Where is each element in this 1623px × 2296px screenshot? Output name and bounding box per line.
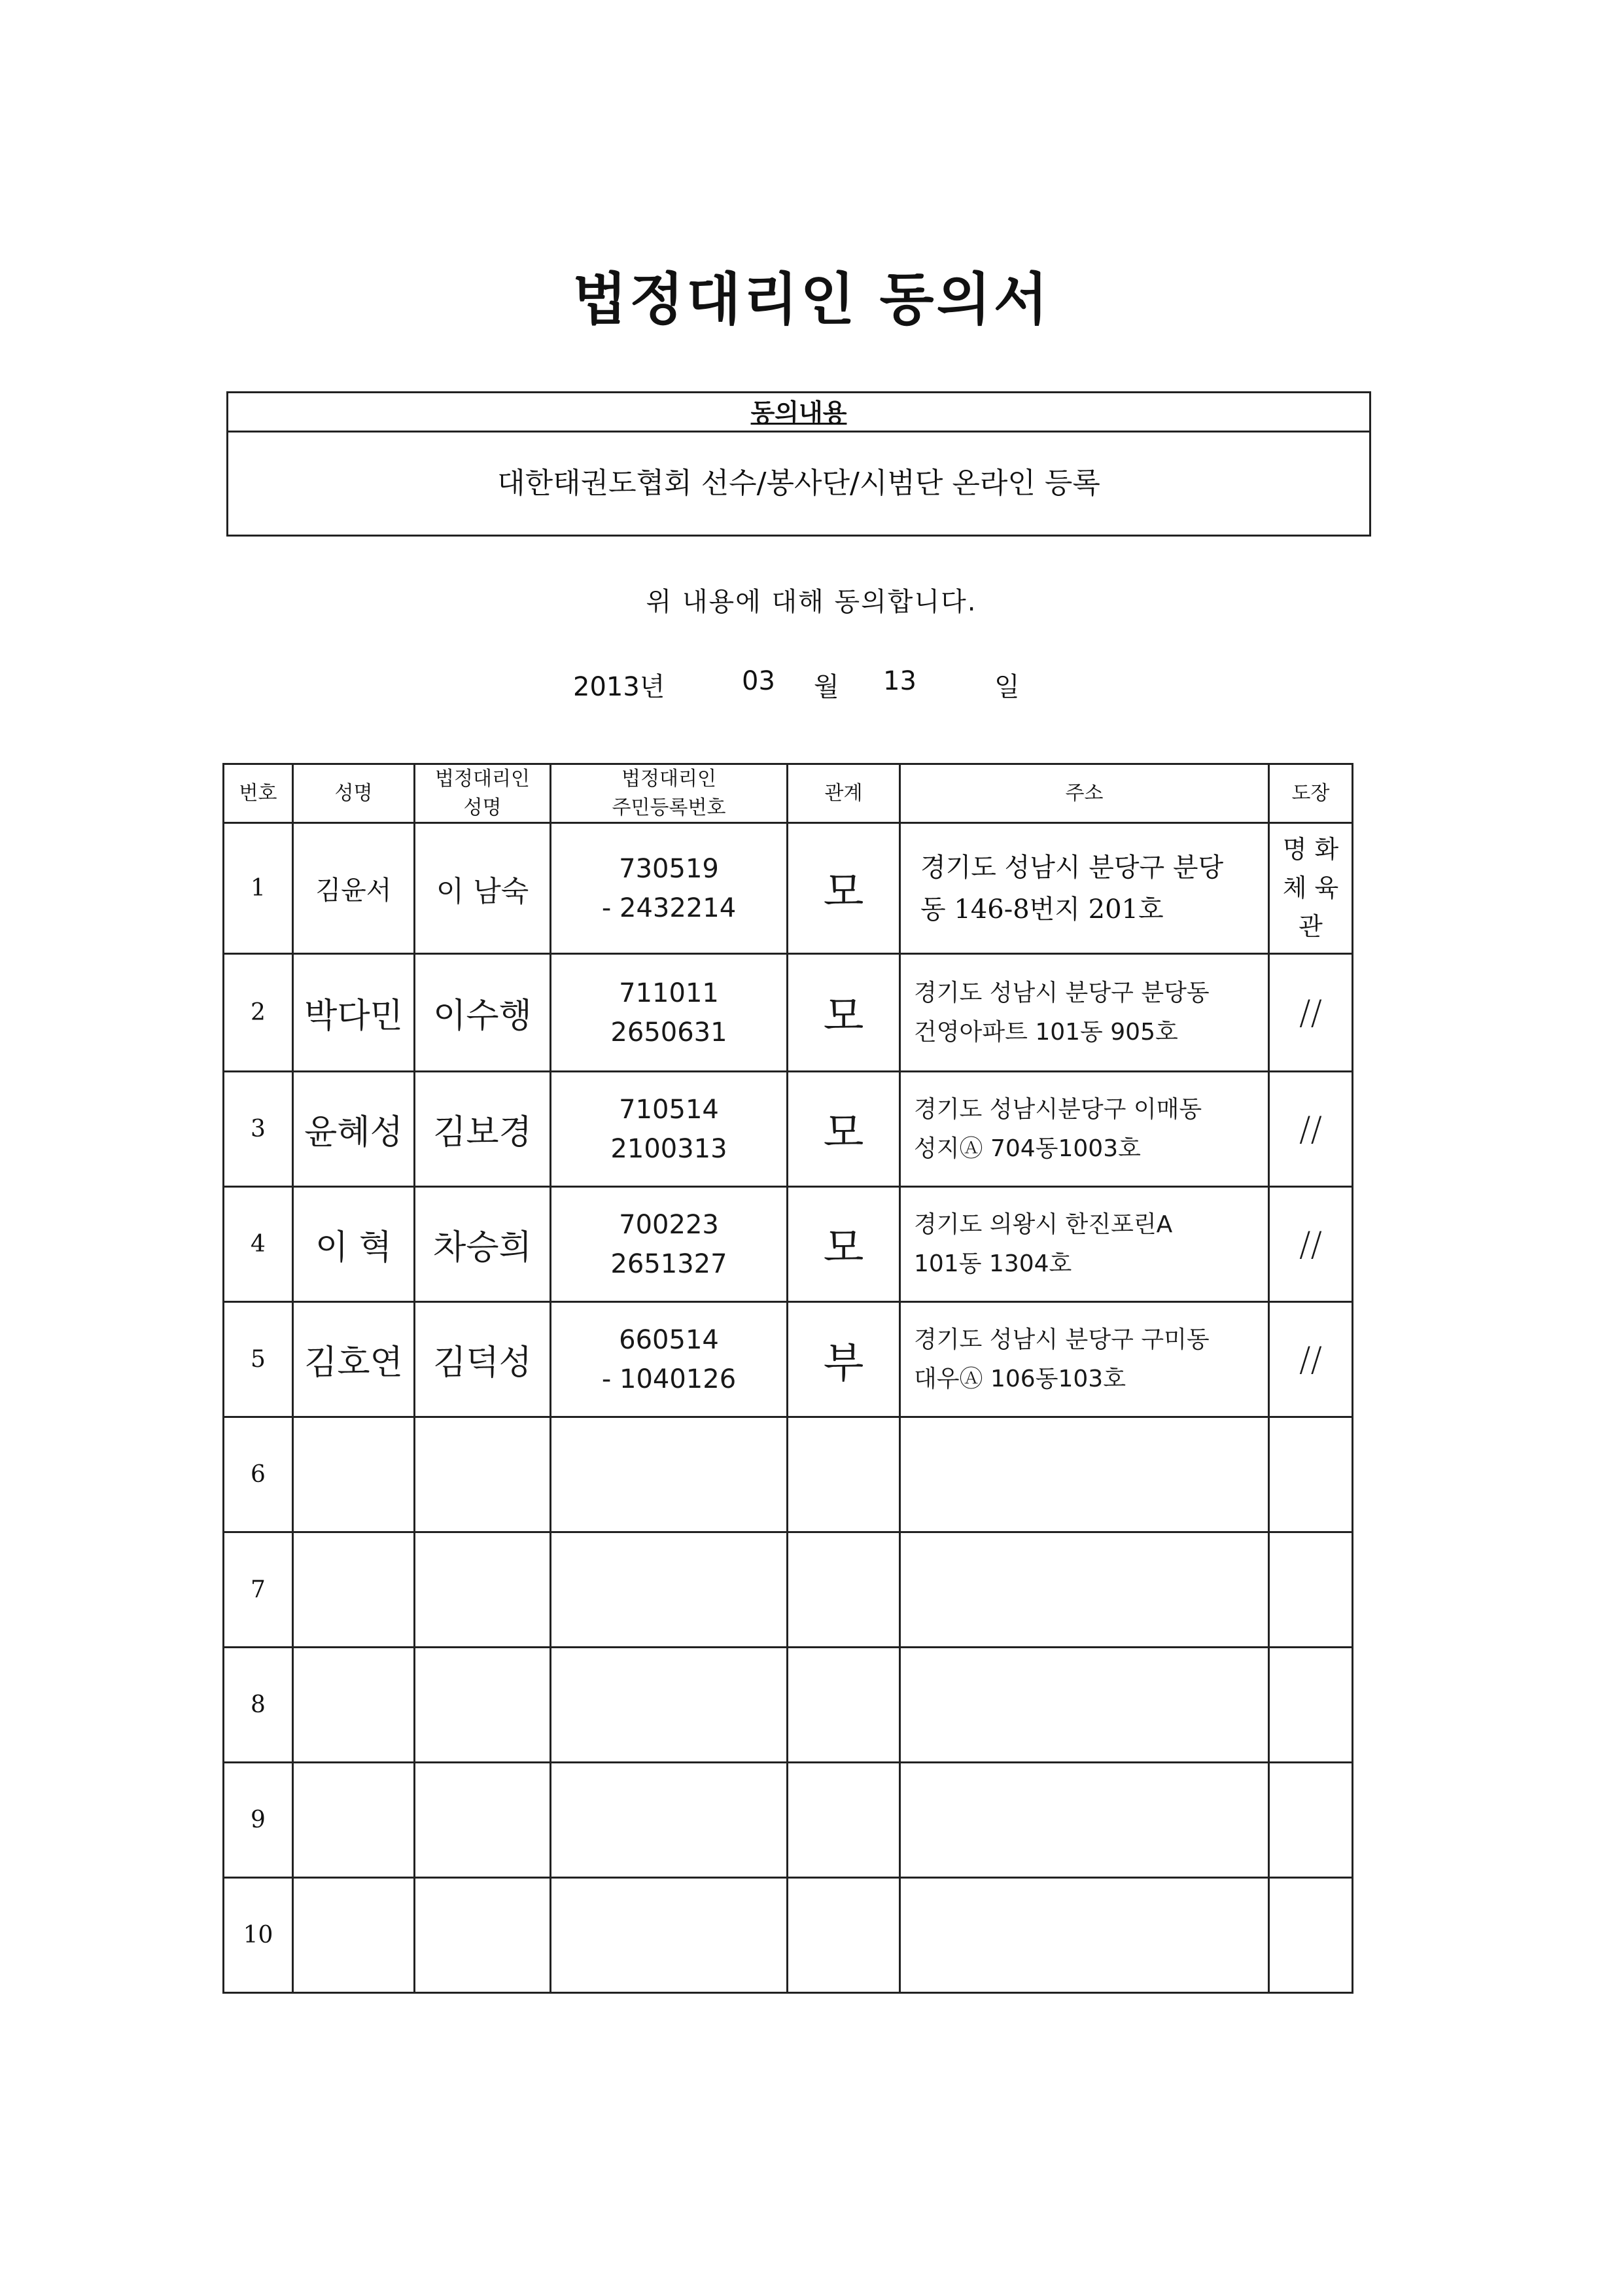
header-name-line: 성명 — [334, 781, 373, 805]
relation-text — [824, 983, 864, 1043]
guardian-id-number — [551, 1303, 786, 1416]
address-line: 성지Ⓐ 704동1003호 — [914, 1135, 1141, 1162]
guardian-id-number-line: 711011 — [619, 978, 719, 1008]
student-name-text — [304, 1104, 403, 1154]
row-number-line: 1 — [251, 875, 266, 902]
student-name-line: 김윤서 — [315, 875, 392, 906]
student-name — [294, 1188, 413, 1301]
relation — [788, 824, 899, 953]
stamp-text — [1299, 1340, 1322, 1379]
student-name — [294, 1303, 413, 1416]
row-number — [224, 1072, 292, 1186]
header-guardian-id — [551, 765, 786, 822]
row-number-text — [251, 1691, 266, 1718]
guardian-name — [415, 1188, 550, 1301]
header-stamp — [1270, 765, 1352, 822]
header-stamp-text — [1292, 779, 1330, 808]
row-number-text — [243, 1922, 273, 1949]
relation-text — [824, 858, 864, 919]
stamp — [1270, 824, 1352, 953]
address — [901, 824, 1268, 953]
stamp — [1270, 955, 1352, 1070]
row-number — [224, 1763, 292, 1877]
guardian-name-line: 이 남숙 — [436, 874, 529, 908]
address-text — [914, 1320, 1210, 1398]
guardian-name — [415, 1072, 550, 1186]
stamp-line: 명 화 체 육 관 — [1282, 835, 1339, 941]
row-number-line: 6 — [251, 1461, 266, 1488]
student-name-line: 이 혁 — [315, 1228, 392, 1267]
guardian-name-line: 차승희 — [433, 1228, 532, 1267]
document-title: 법정대리인 동의서 — [572, 267, 1051, 332]
row-number — [224, 1879, 292, 1992]
student-name-line: 박다민 — [304, 997, 403, 1036]
header-address-text — [1066, 779, 1104, 808]
row-number-line: 4 — [251, 1231, 266, 1258]
address-text — [914, 974, 1210, 1051]
guardian-id-number-text — [610, 1090, 727, 1169]
row-number-text — [251, 1346, 266, 1373]
date-day: 13 — [883, 666, 916, 696]
address-text — [914, 1090, 1202, 1168]
student-name — [294, 955, 413, 1070]
stamp-line: // — [1299, 1224, 1323, 1264]
row-number-text — [251, 1807, 266, 1833]
relation-line: 모 — [823, 1108, 864, 1157]
stamp — [1270, 1303, 1352, 1416]
date-month-unit: 월 — [814, 672, 839, 702]
row-number-text — [251, 875, 266, 902]
consent-box — [226, 391, 1371, 537]
guardian-name-line: 김덕성 — [433, 1343, 532, 1383]
address-text — [914, 1205, 1172, 1283]
address-line: 101동 1304호 — [914, 1250, 1072, 1277]
guardian-id-number — [551, 955, 786, 1070]
relation — [788, 1188, 899, 1301]
address-line: 동 146-8번지 201호 — [920, 894, 1164, 925]
row-number-text — [251, 1231, 266, 1258]
header-name-text — [335, 779, 373, 808]
guardian-id-number — [551, 1188, 786, 1301]
relation-line: 모 — [823, 992, 864, 1041]
consent-header-text: 동의내용 — [750, 398, 847, 427]
address — [901, 955, 1268, 1070]
address — [901, 1188, 1268, 1301]
header-guardian-name — [415, 765, 550, 822]
row-number — [224, 1418, 292, 1531]
address-line: 경기도 성남시 분당구 분당 — [920, 852, 1224, 883]
row-number — [224, 1188, 292, 1301]
stamp-line: // — [1299, 993, 1323, 1033]
guardian-name — [415, 1303, 550, 1416]
header-no — [224, 765, 292, 822]
consent-header — [228, 393, 1369, 433]
student-name — [294, 1072, 413, 1186]
date-day-unit: 일 — [994, 672, 1020, 702]
row-number-line: 7 — [251, 1576, 266, 1603]
student-name — [294, 824, 413, 953]
relation-text — [824, 1099, 864, 1159]
guardian-id-number — [551, 824, 786, 953]
row-number — [224, 955, 292, 1070]
address-line: 경기도 성남시 분당구 분당동 — [914, 980, 1210, 1007]
relation-text — [824, 1330, 864, 1390]
header-guardian-name-text — [435, 765, 530, 822]
row-number-line: 5 — [251, 1346, 266, 1373]
row-number-text — [251, 1576, 266, 1603]
stamp-text — [1299, 993, 1322, 1033]
header-relation-line: 관계 — [824, 781, 863, 805]
address — [901, 1303, 1268, 1416]
header-guardian-name-line: 성명 — [463, 796, 502, 819]
student-name-text — [304, 1335, 403, 1384]
stamp — [1270, 1072, 1352, 1186]
guardian-id-number-line: 2651327 — [610, 1248, 727, 1279]
stamp — [1270, 1188, 1352, 1301]
guardian-id-number-line: 2100313 — [610, 1133, 727, 1164]
header-guardian-id-text — [612, 765, 726, 822]
relation-line: 모 — [823, 868, 864, 917]
guardian-id-number-line: 2650631 — [610, 1017, 727, 1048]
row-number-line: 8 — [251, 1691, 266, 1718]
stamp-text — [1299, 1110, 1322, 1149]
guardian-name-line: 이수행 — [433, 997, 532, 1036]
row-number-text — [251, 1116, 266, 1142]
guardian-id-number-line: 700223 — [619, 1209, 719, 1240]
relation-line: 부 — [823, 1339, 864, 1388]
header-relation — [788, 765, 899, 822]
student-name-text — [316, 870, 392, 907]
header-guardian-id-line: 주민등록번호 — [612, 796, 726, 819]
header-address-line: 주소 — [1065, 781, 1104, 805]
row-number-text — [251, 999, 266, 1026]
consent-content: 대한태권도협회 선수/봉사단/시범단 온라인 등록 — [497, 467, 1100, 500]
address-line: 경기도 성남시분당구 이매동 — [914, 1096, 1202, 1123]
date-month: 03 — [742, 666, 775, 696]
header-relation-text — [825, 779, 863, 808]
guardian-name — [415, 955, 550, 1070]
guardian-name — [415, 824, 550, 953]
header-address — [901, 765, 1268, 822]
guardian-name-text — [433, 1335, 532, 1384]
header-no-line: 번호 — [239, 781, 277, 805]
relation-line: 모 — [823, 1224, 864, 1273]
header-guardian-id-line: 법정대리인 — [621, 768, 716, 790]
date-year: 2013년 — [573, 672, 665, 702]
relation — [788, 1072, 899, 1186]
header-stamp-line: 도장 — [1291, 781, 1330, 805]
guardian-id-number-line: 660514 — [619, 1324, 719, 1355]
guardian-id-number-line: - 2432214 — [601, 892, 737, 923]
row-number-line: 2 — [251, 999, 266, 1026]
relation-text — [824, 1214, 864, 1275]
student-name-text — [304, 988, 403, 1037]
guardian-id-number-line: 710514 — [619, 1094, 719, 1125]
student-name-line: 윤혜성 — [304, 1113, 403, 1152]
row-number — [224, 1533, 292, 1646]
relation — [788, 955, 899, 1070]
guardian-name-line: 김보경 — [433, 1113, 532, 1152]
student-name-line: 김호연 — [304, 1343, 403, 1383]
stamp-text — [1299, 1225, 1322, 1264]
student-name-text — [315, 1220, 392, 1269]
guardian-id-number-text — [610, 1205, 727, 1284]
row-number-line: 10 — [243, 1922, 273, 1949]
row-number-text — [251, 1461, 266, 1488]
stamp-text — [1283, 830, 1339, 946]
row-number — [224, 824, 292, 953]
table-rule — [1352, 763, 1353, 1994]
guardian-name-text — [436, 868, 529, 910]
row-number — [224, 1303, 292, 1416]
guardian-id-number — [551, 1072, 786, 1186]
guardian-name-text — [433, 1220, 532, 1269]
row-number-line: 9 — [251, 1807, 266, 1833]
guardian-id-number-line: 730519 — [619, 853, 719, 884]
stamp-line: // — [1299, 1109, 1323, 1149]
guardian-id-number-line: - 1040126 — [601, 1364, 737, 1394]
guardian-id-number-text — [610, 974, 727, 1052]
address-line: 건영아파트 101동 905호 — [914, 1018, 1178, 1046]
stamp-line: // — [1299, 1339, 1323, 1379]
header-guardian-name-line: 법정대리인 — [435, 768, 530, 790]
guardian-id-number-text — [602, 849, 736, 928]
header-name — [294, 765, 413, 822]
address-text — [920, 847, 1223, 930]
row-number-line: 3 — [251, 1116, 266, 1142]
row-number — [224, 1648, 292, 1761]
guardian-name-text — [433, 1104, 532, 1154]
address-line: 대우Ⓐ 106동103호 — [914, 1365, 1126, 1392]
relation — [788, 1303, 899, 1416]
guardian-name-text — [433, 988, 532, 1037]
address-line: 경기도 의왕시 한진포린A — [914, 1211, 1173, 1239]
address-line: 경기도 성남시 분당구 구미동 — [914, 1326, 1210, 1354]
guardian-id-number-text — [602, 1320, 736, 1399]
agreement-text: 위 내용에 대해 동의합니다. — [646, 587, 977, 617]
header-no-text — [239, 779, 277, 808]
address — [901, 1072, 1268, 1186]
